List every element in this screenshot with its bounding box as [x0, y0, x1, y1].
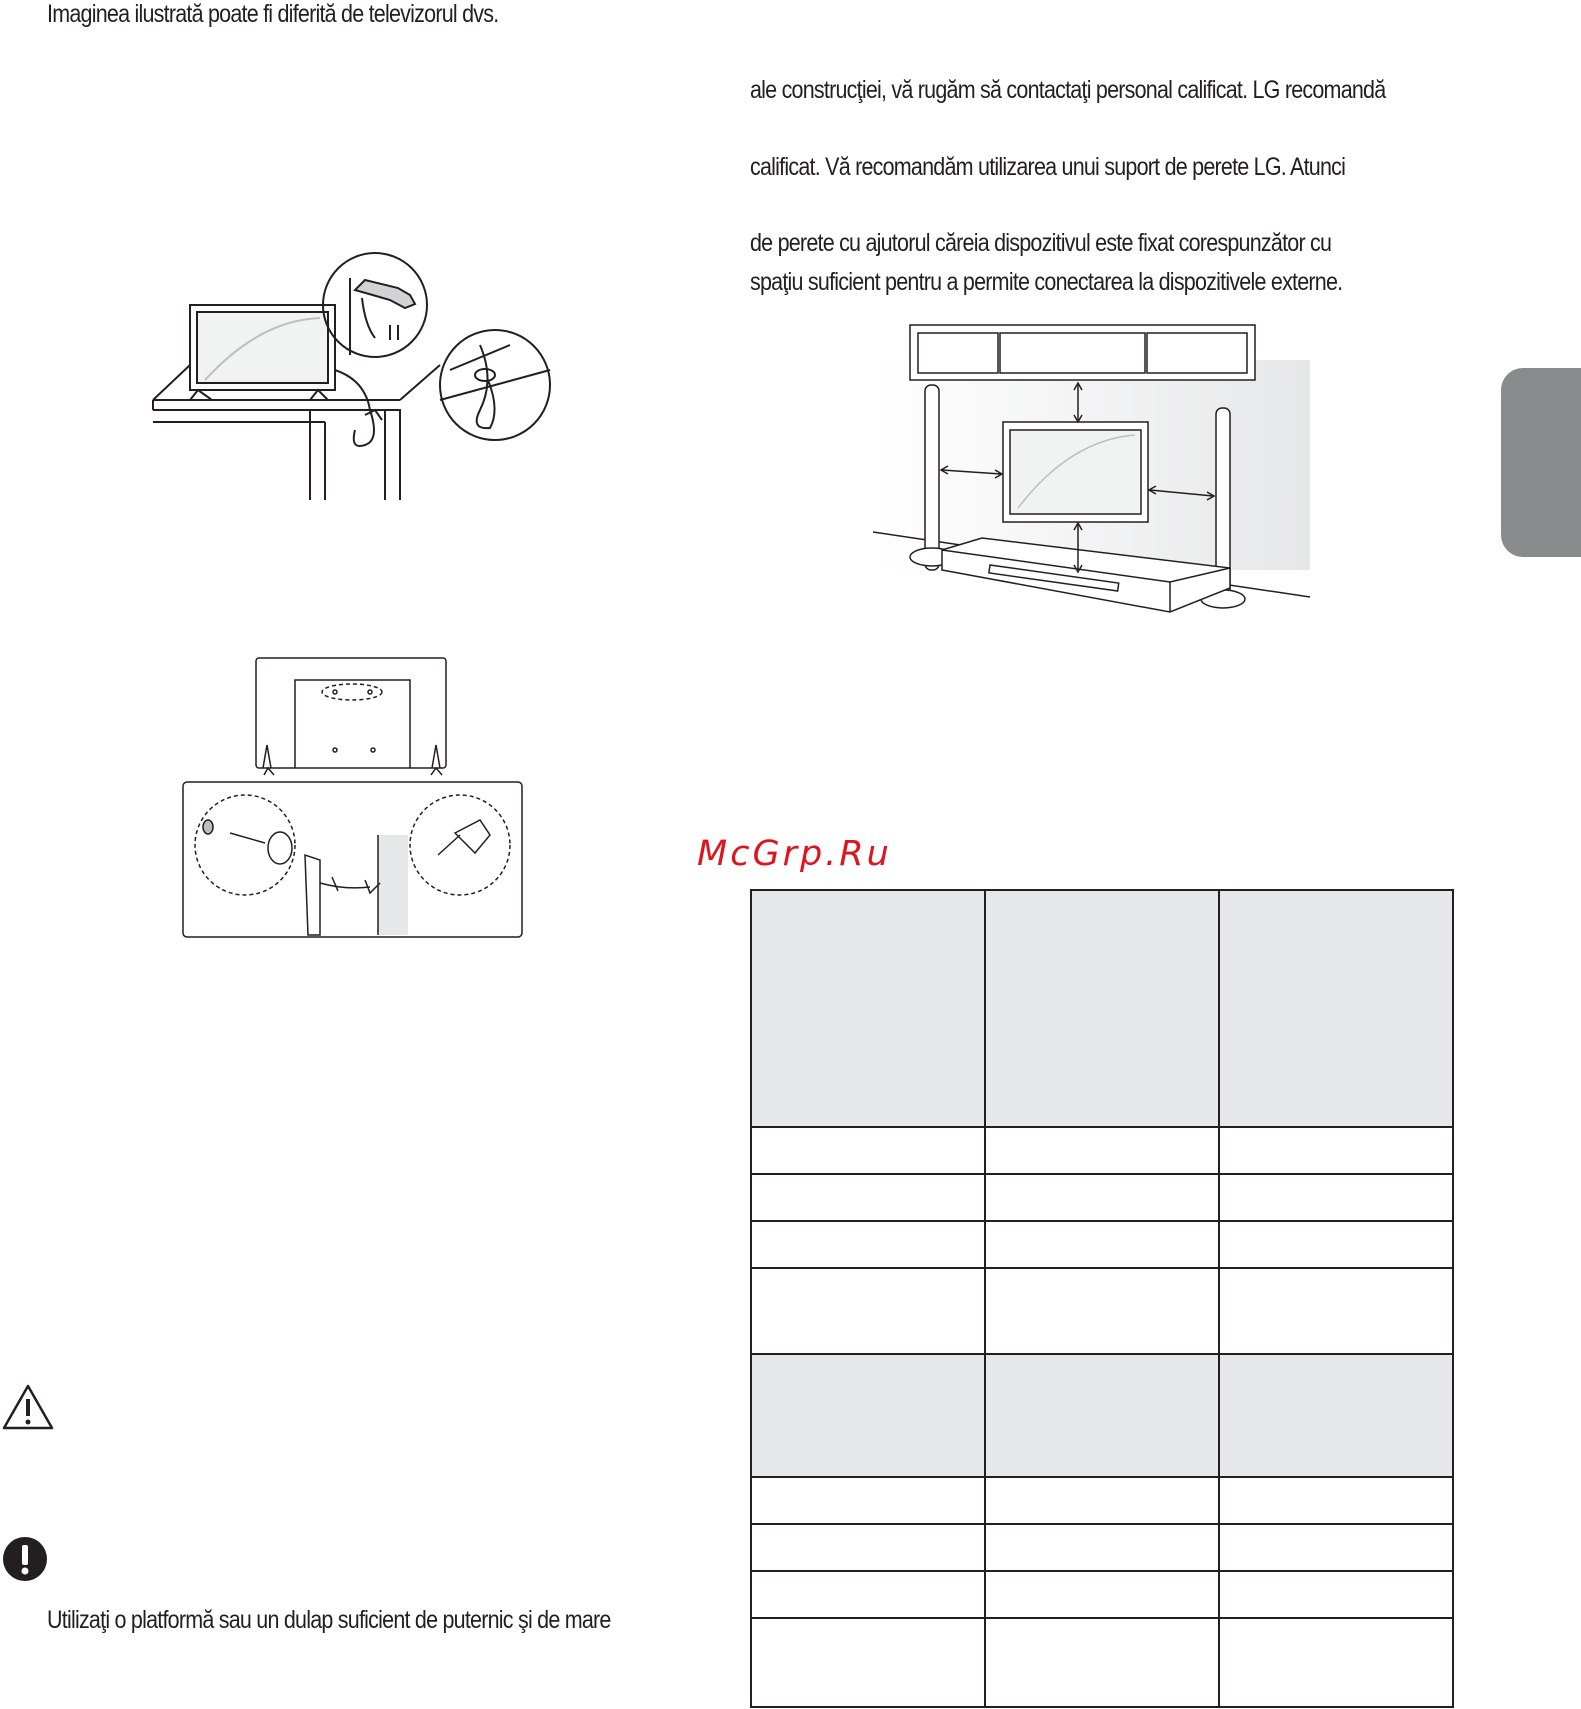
table-row: [751, 1268, 1453, 1353]
note-exclamation-icon: [1, 1535, 49, 1583]
wall-mount-text-line-4: spaţiu suficient pentru a permite conectarea la dispozitivele externe.: [750, 268, 1343, 296]
kensington-lock-illustration: [150, 250, 560, 510]
stand-instruction-line: Utilizaţi o platformă sau un dulap suficient de puternic şi de mare: [47, 1606, 611, 1634]
table-header-row: [751, 890, 1453, 1127]
section-side-tab: [1501, 368, 1581, 557]
wall-fixing-illustration: [180, 655, 525, 940]
image-disclaimer: Imaginea ilustrată poate fi diferită de televizorul dvs.: [47, 0, 499, 28]
wall-mount-text-line-3: de perete cu ajutorul căreia dispozitivul este fixat corespunzător cu: [750, 229, 1332, 257]
wall-mount-spec-table: [750, 889, 1454, 1708]
wall-mount-text-line-1: ale construcţiei, vă rugăm să contactaţi personal calificat. LG recomandă: [750, 76, 1386, 104]
table-row: [751, 1524, 1453, 1571]
table-row: [751, 1618, 1453, 1707]
table-row: [751, 1477, 1453, 1524]
wall-mount-text-line-2: calificat. Vă recomandăm utilizarea unui suport de perete LG. Atunci: [750, 153, 1346, 181]
table-row: [751, 1571, 1453, 1618]
table-row: [751, 1174, 1453, 1221]
table-row: [751, 1127, 1453, 1174]
table-header-row: [751, 1354, 1453, 1477]
table-row: [751, 1221, 1453, 1268]
watermark: McGrp.Ru: [697, 834, 892, 874]
wall-clearance-illustration: [870, 320, 1315, 620]
caution-triangle-icon: [1, 1383, 55, 1431]
